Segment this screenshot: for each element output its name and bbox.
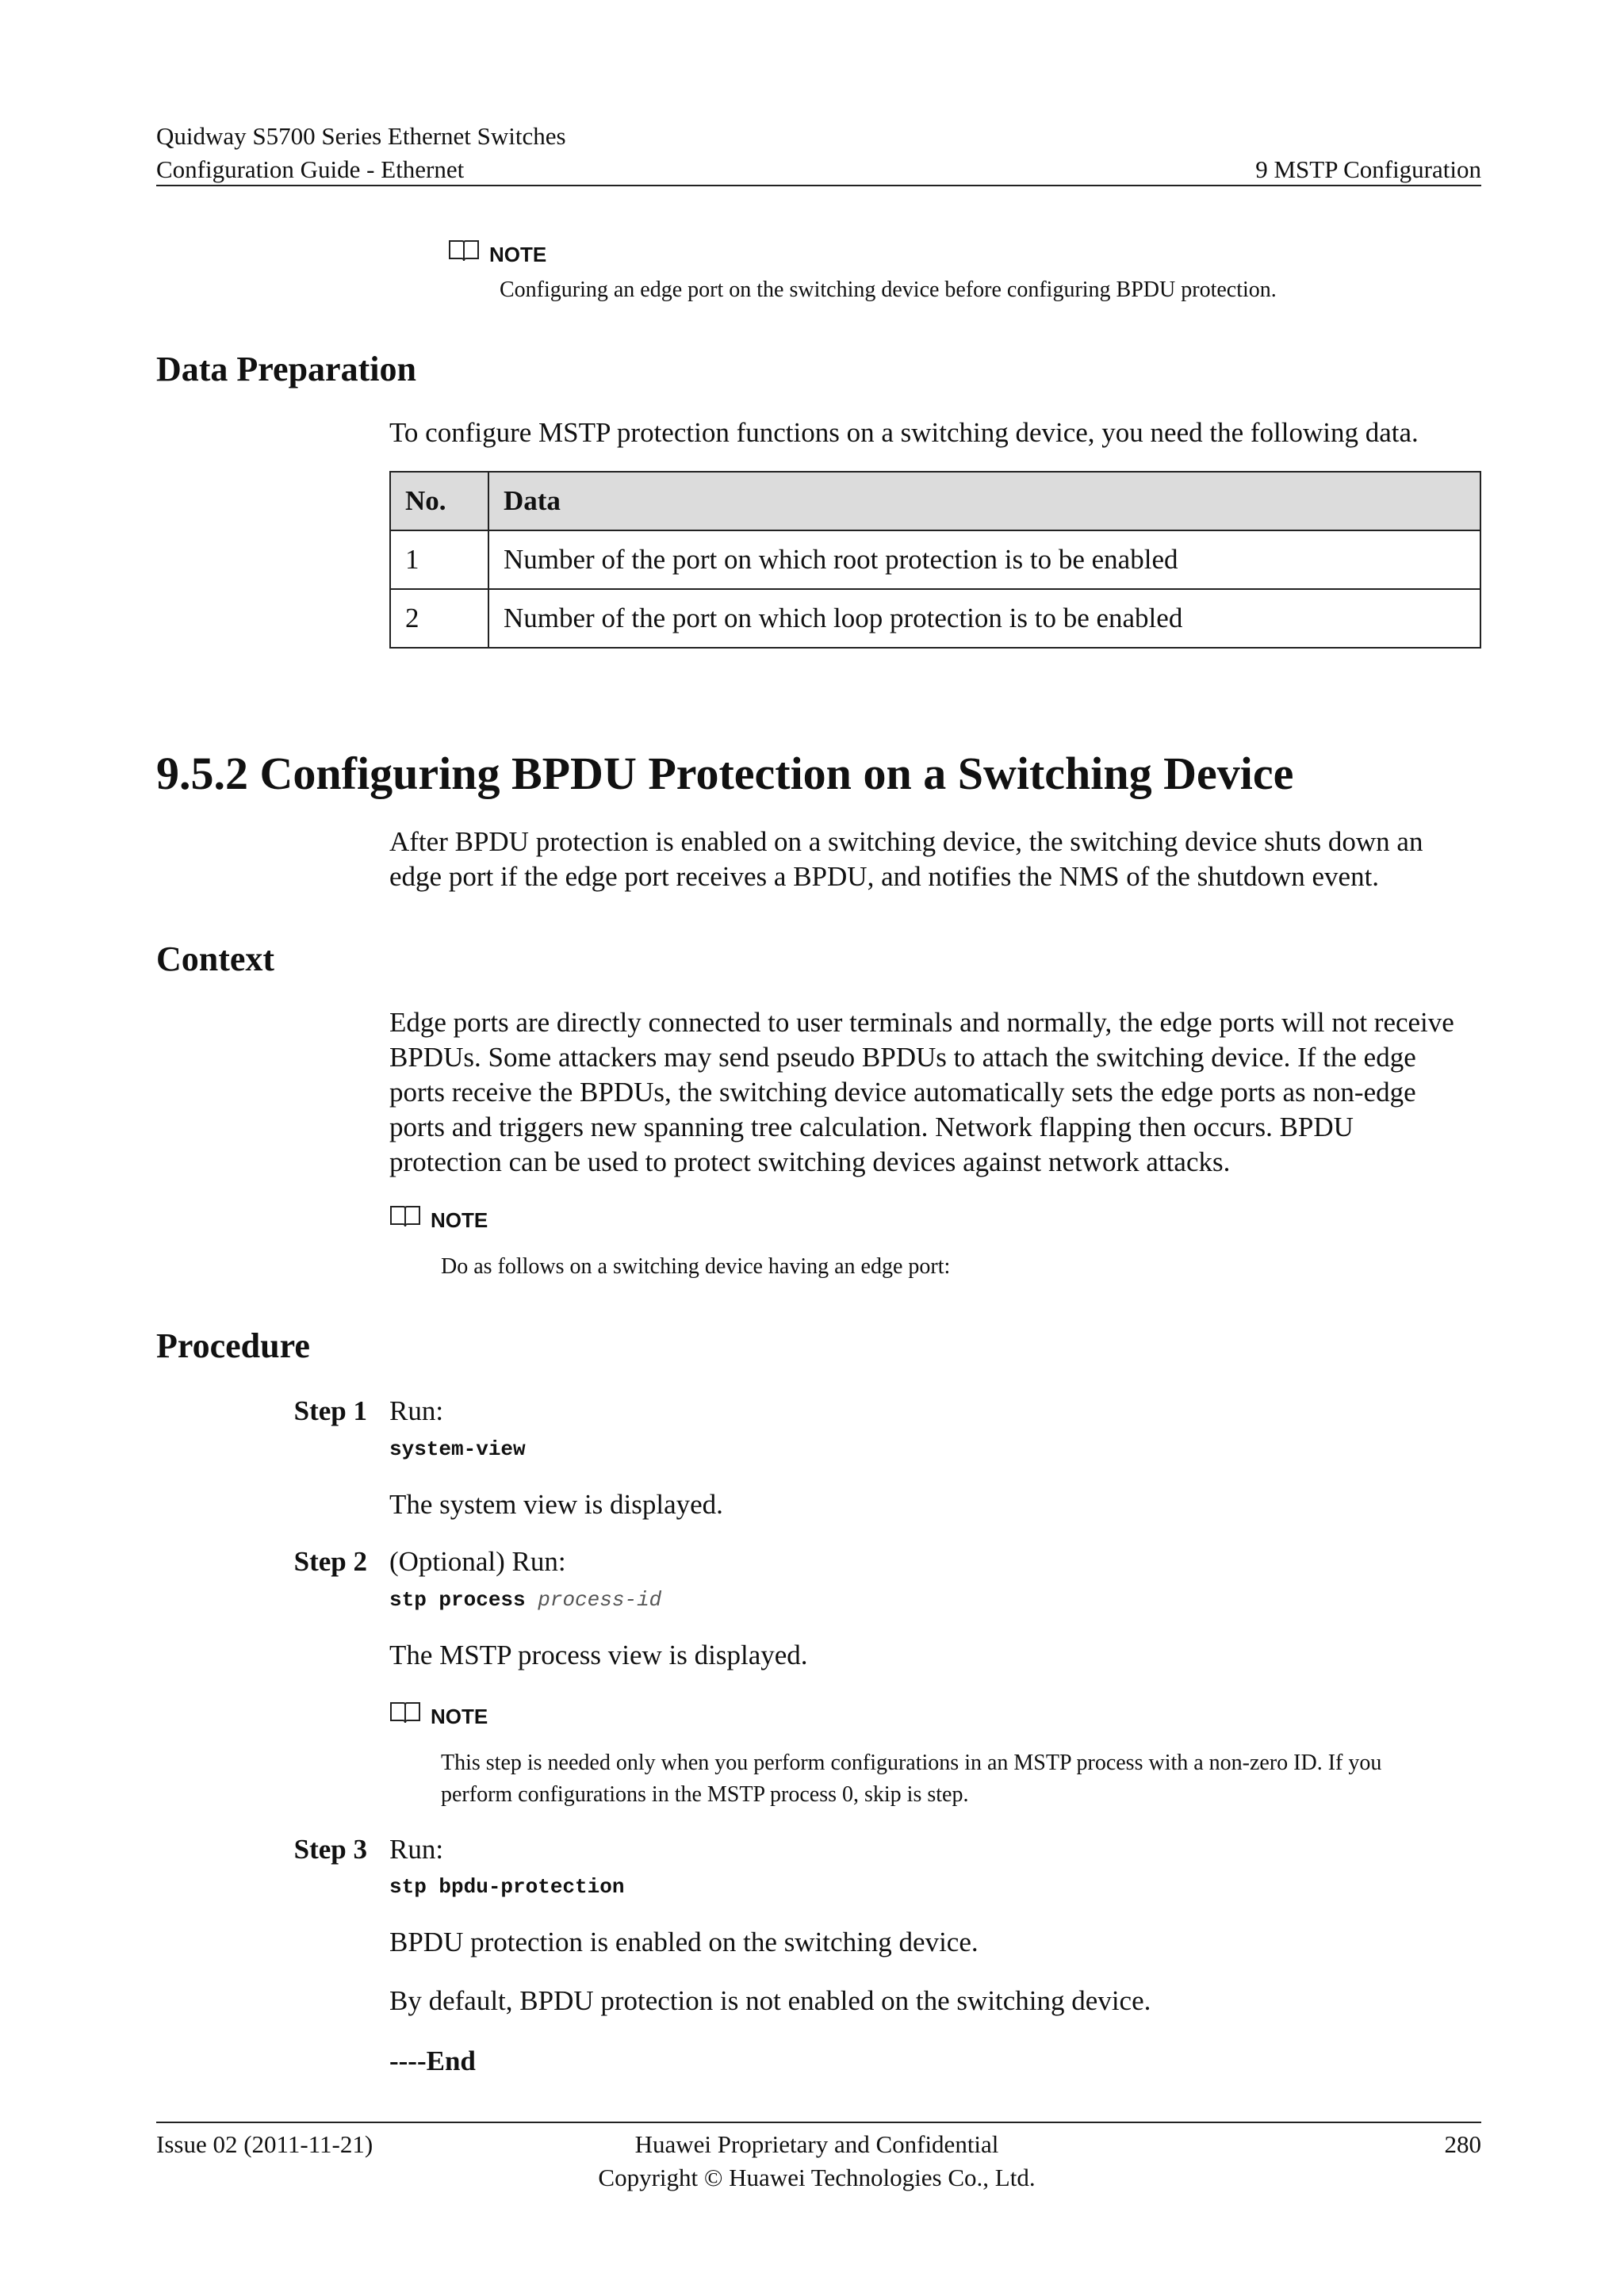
book-icon [389, 1700, 421, 1725]
command-keyword: system-view [389, 1437, 526, 1461]
context-line: protection can be used to protect switching devices against network attacks. [389, 1146, 1231, 1177]
table-row [390, 530, 1480, 589]
book-icon [389, 1203, 421, 1229]
table-cell-data: Number of the port on which loop protection is to be enabled [488, 589, 1480, 648]
table-cell-data: Number of the port on which root protection is to be enabled [488, 530, 1480, 589]
procedure-heading: Procedure [156, 1326, 310, 1365]
note-label: NOTE [489, 243, 547, 266]
data-preparation-heading: Data Preparation [156, 350, 416, 388]
book-icon [448, 238, 480, 263]
section-title: 9.5.2 Configuring BPDU Protection on a Switching Device [156, 748, 1294, 799]
step-3-run: Run: [389, 1834, 444, 1865]
procedure-end: ----End [389, 2045, 476, 2076]
note-label: NOTE [431, 1208, 488, 1232]
context-line: Edge ports are directly connected to user terminals and normally, the edge ports will not receive [389, 1007, 1454, 1038]
context-line: ports receive the BPDUs, the switching device automatically sets the edge ports as non-edge [389, 1077, 1416, 1108]
context-heading: Context [156, 939, 275, 978]
context-line: ports and triggers new spanning tree calculation. Network flapping then occurs. BPDU [389, 1112, 1354, 1142]
step-1-result: The system view is displayed. [389, 1489, 723, 1520]
step-1-command [389, 1435, 526, 1464]
header-product: Quidway S5700 Series Ethernet Switches [156, 122, 566, 150]
note-text: Do as follows on a switching device having an edge port: [441, 1254, 951, 1279]
step-3-result: BPDU protection is enabled on the switching device. [389, 1927, 979, 1957]
step-2-command [389, 1586, 661, 1614]
note-text: This step is needed only when you perform configurations in an MSTP process with a non-zero ID. If you [441, 1751, 1382, 1775]
step-2-result: The MSTP process view is displayed. [389, 1640, 808, 1670]
context-line: BPDUs. Some attackers may send pseudo BPDUs to attach the switching device. If the edge [389, 1042, 1416, 1073]
step-2-run: (Optional) Run: [389, 1546, 566, 1577]
header-chapter: 9 MSTP Configuration [1255, 155, 1481, 183]
table-header-data: Data [488, 472, 1480, 530]
table-header-no: No. [390, 472, 488, 530]
section-intro-line1: After BPDU protection is enabled on a switching device, the switching device shuts down an [389, 826, 1423, 857]
table-cell-no: 1 [390, 530, 488, 589]
step-2-label: Step 2 [293, 1546, 367, 1577]
step-3-label: Step 3 [293, 1834, 367, 1865]
step-3-default: By default, BPDU protection is not enabled on the switching device. [389, 1985, 1151, 2016]
step-1-run: Run: [389, 1395, 444, 1426]
command-parameter: process-id [538, 1588, 662, 1612]
data-preparation-intro: To configure MSTP protection functions on a switching device, you need the following data. [389, 417, 1419, 448]
header-guide: Configuration Guide - Ethernet [156, 155, 465, 183]
note-label: NOTE [431, 1705, 488, 1728]
note-text: perform configurations in the MSTP process 0, skip is step. [441, 1782, 969, 1807]
table-cell-no: 2 [390, 589, 488, 648]
footer-rule [156, 2122, 1481, 2123]
step-3-command [389, 1873, 624, 1901]
footer-confidential: Huawei Proprietary and Confidential [634, 2130, 999, 2158]
footer-page-number: 280 [1444, 2130, 1481, 2158]
note-text: Configuring an edge port on the switching device before configuring BPDU protection. [500, 277, 1277, 302]
footer-copyright: Copyright © Huawei Technologies Co., Ltd. [598, 2164, 1036, 2191]
section-intro-line2: edge port if the edge port receives a BPDU, and notifies the NMS of the shutdown event. [389, 861, 1380, 892]
table-row [390, 589, 1480, 648]
header-rule [156, 185, 1481, 186]
footer-issue: Issue 02 (2011-11-21) [156, 2130, 373, 2158]
command-keyword: stp bpdu-protection [389, 1875, 625, 1899]
table-header-row [390, 472, 1480, 530]
step-1-label: Step 1 [293, 1395, 367, 1426]
data-table [389, 471, 1481, 649]
command-keyword: stp process [389, 1588, 526, 1612]
